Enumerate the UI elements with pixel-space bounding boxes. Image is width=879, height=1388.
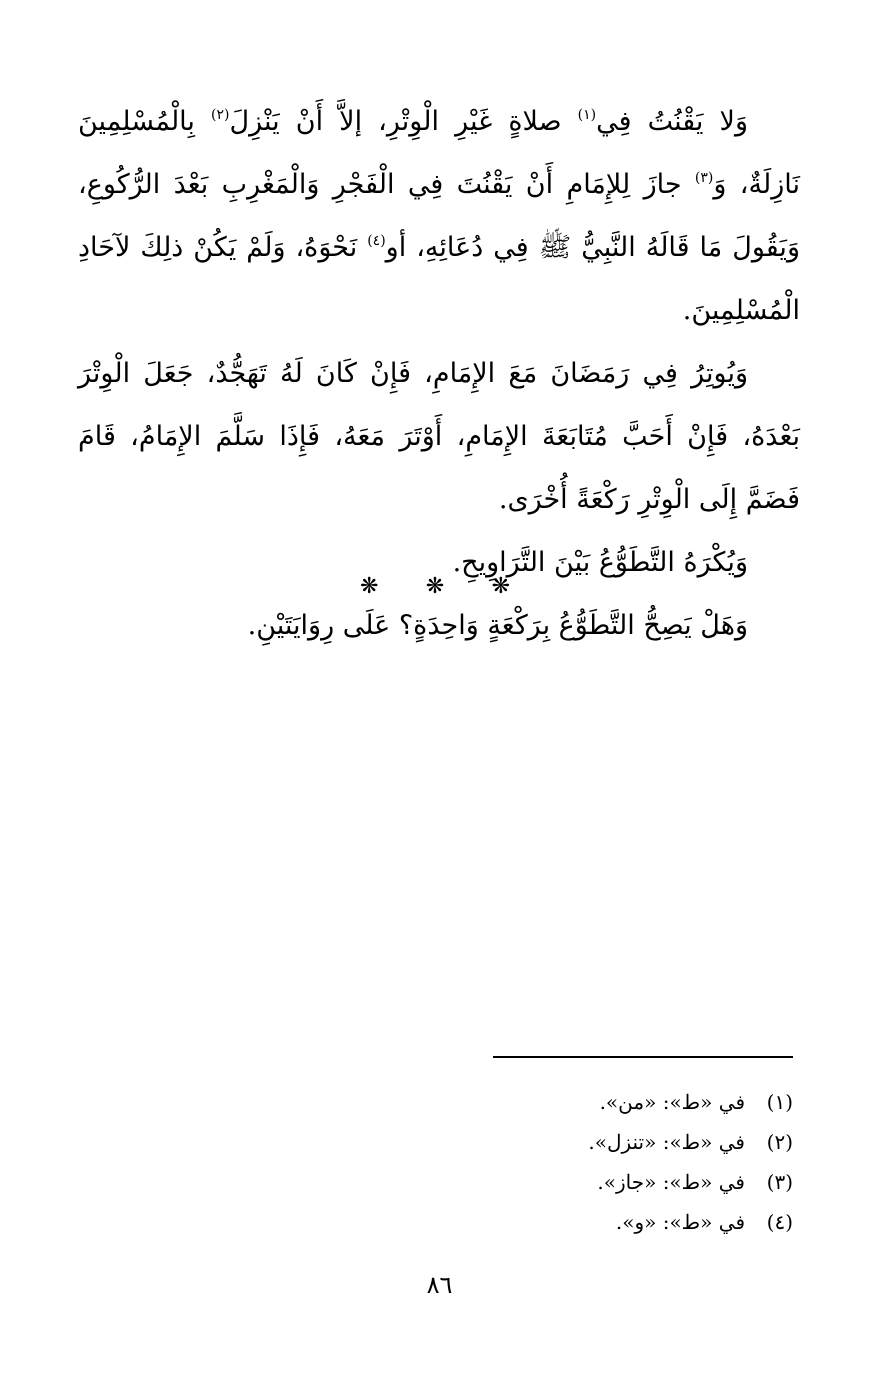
- star-icon: ❋: [360, 574, 379, 599]
- text-segment: نَحْوَهُ، وَلَمْ يَكُنْ ذلِكَ لآحَادِ الْمُسْلِمِينَ.: [78, 232, 800, 326]
- footnote-text: في «ط»: «و».: [615, 1210, 745, 1234]
- star-icon: ❋: [491, 574, 510, 599]
- footnote-marker-3[interactable]: (٣): [694, 170, 714, 186]
- paragraph-tarawih: وَيُكْرَهُ التَّطَوُّعُ بَيْنَ التَّرَاوِيحِ.: [452, 547, 748, 578]
- text-segment: وَلا يَقْنُتُ فِي: [596, 106, 748, 137]
- footnote-number: (٤): [766, 1210, 793, 1234]
- footnote-number: (١): [766, 1090, 793, 1114]
- text-segment: صلاةٍ غَيْرِ الْوِتْرِ، إلاَّ أَنْ يَنْزِلَ: [229, 106, 578, 137]
- footnote-4: [588, 1202, 793, 1242]
- paragraph-qunut: [78, 90, 800, 342]
- footnote-divider: [493, 1056, 793, 1058]
- text-segment: بِالْمُسْلِمِينَ نَازِلَةٌ، وَ: [78, 106, 800, 200]
- footnote-1: [588, 1082, 793, 1122]
- footnote-marker-2[interactable]: (٢): [211, 107, 230, 123]
- footnote-2: [588, 1122, 793, 1162]
- paragraph-witr-ramadan: وَيُوتِرُ فِي رَمَضَانَ مَعَ الإِمَامِ، فَإِنْ كَانَ لَهُ تَهَجُّدٌ، جَعَلَ الْوِتْرَ بَعْدَهُ، فَإِنْ أَحَبَّ مُتَابَعَةَ الإِمَامِ، أَوْتَرَ مَعَهُ، فَإِذَا سَلَّمَ الإِمَامُ، قَامَ فَضَمَّ إِلَى الْوِتْرِ رَكْعَةً أُخْرَى.: [78, 358, 800, 515]
- paragraph-single-rakah: وَهَلْ يَصِحُّ التَّطَوُّعُ بِرَكْعَةٍ وَاحِدَةٍ؟ عَلَى رِوَايَتَيْنِ.: [247, 610, 748, 641]
- star-icon: ❋: [425, 574, 445, 599]
- footnote-text: في «ط»: «من».: [599, 1090, 745, 1114]
- footnote-marker-4[interactable]: (٤): [367, 233, 386, 249]
- footnote-number: (٢): [766, 1130, 793, 1154]
- footnote-number: (٣): [766, 1170, 793, 1194]
- footnotes: [588, 1082, 793, 1242]
- footnote-text: في «ط»: «جاز».: [597, 1170, 745, 1194]
- footnote-text: في «ط»: «تنزل».: [588, 1130, 745, 1154]
- footnote-3: [588, 1162, 793, 1202]
- section-separator: [360, 572, 510, 602]
- page-number: ٨٦: [426, 1271, 453, 1299]
- footnote-marker-1[interactable]: (١): [577, 107, 597, 123]
- text-segment: جازَ لِلإِمَامِ أَنْ يَقْنُتَ فِي الْفَجْرِ وَالْمَغْرِبِ بَعْدَ الرُّكُوعِ، وَيَقُولَ مَا قَالَهُ النَّبِيُّ ﷺ فِي دُعَائِهِ، أو: [78, 169, 800, 263]
